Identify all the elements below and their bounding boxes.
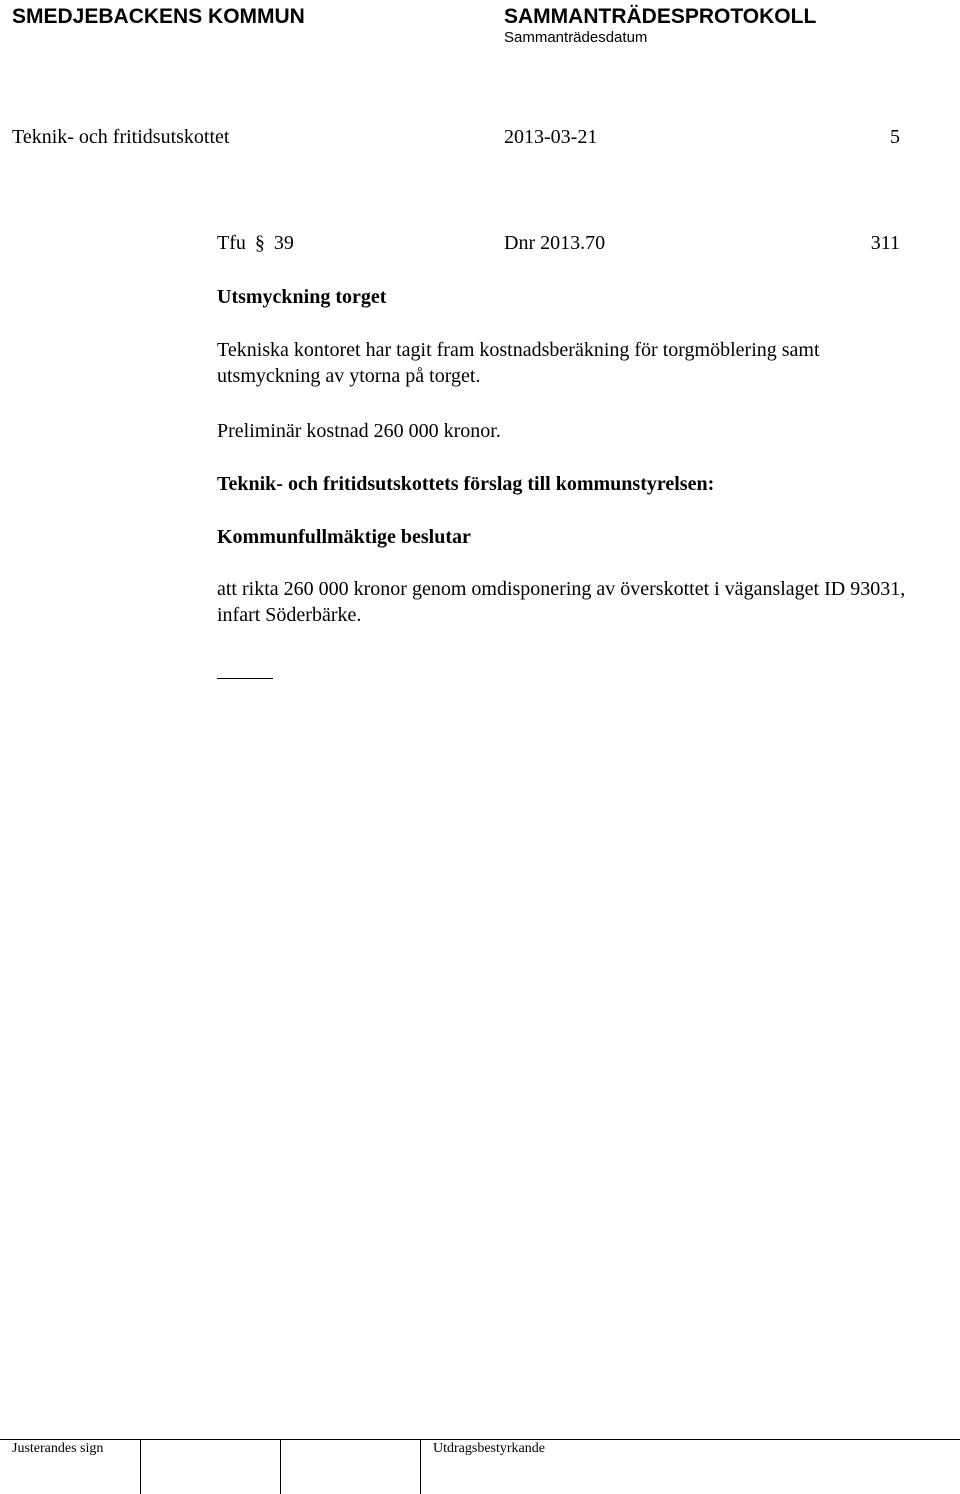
paragraph-reference [217, 233, 294, 253]
cost-estimate: Preliminär kostnad 260 000 kronor. [217, 420, 501, 442]
sign-box-divider-1 [140, 1439, 141, 1494]
dnr: Dnr 2013.70 [504, 232, 606, 254]
committee-name: Teknik- och fritidsutskottet [12, 126, 230, 148]
municipality-name: SMEDJEBACKENS KOMMUN [12, 5, 305, 28]
decision-text: att rikta 260 000 kronor genom omdisponering av överskottet i väganslaget ID 93031, infart Söderbärke. [217, 578, 906, 626]
end-rule [217, 678, 273, 679]
footer-top-rule [0, 1439, 960, 1440]
meeting-date-label: Sammanträdesdatum [504, 29, 648, 46]
document-type: SAMMANTRÄDESPROTOKOLL [504, 5, 817, 28]
decision-heading: Kommunfullmäktige beslutar [217, 526, 471, 548]
proposal-heading: Teknik- och fritidsutskottets förslag till kommunstyrelsen: [217, 473, 715, 495]
extract-label: Utdragsbestyrkande [433, 1441, 545, 1456]
meeting-date: 2013-03-21 [504, 126, 598, 148]
paragraph-symbol: § [254, 232, 265, 254]
case-code: 311 [870, 232, 900, 254]
page-number: 5 [890, 126, 900, 148]
sign-label: Justerandes sign [12, 1441, 104, 1456]
paragraph-number: 39 [273, 232, 294, 254]
paragraph-prefix: Tfu [217, 232, 246, 254]
case-body: Tekniska kontoret har tagit fram kostnadsberäkning för torgmöblering samt utsmyckning av ytorna på torget. [217, 339, 820, 387]
sign-box-divider-3 [420, 1439, 421, 1494]
case-title: Utsmyckning torget [217, 286, 387, 308]
sign-box-divider-2 [280, 1439, 281, 1494]
